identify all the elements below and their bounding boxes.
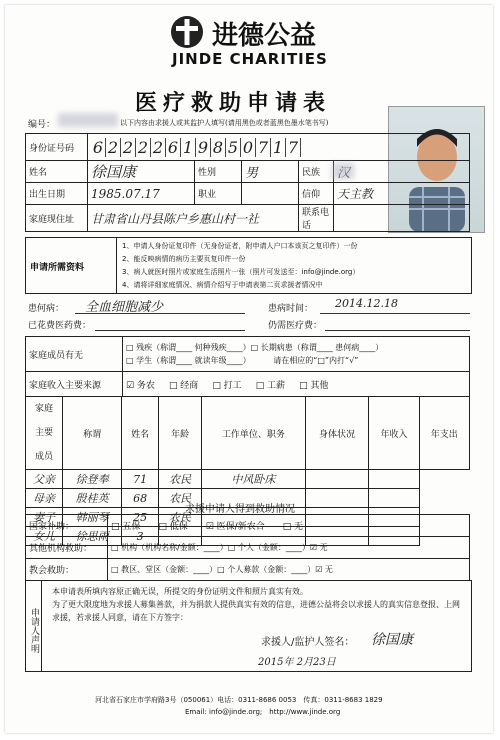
gender-value: 男 bbox=[242, 161, 299, 183]
materials-block bbox=[25, 237, 472, 294]
address-value: 甘肃省山丹县陈户乡惠山村一社 bbox=[88, 205, 299, 232]
family-cell: 农民 bbox=[159, 489, 202, 508]
id-digit: 1 bbox=[181, 138, 196, 157]
income-option: ☑ 务农 bbox=[126, 380, 155, 391]
id-digit: 0 bbox=[241, 138, 256, 157]
declaration-line-1: 本申请表所填内容原正确无误，所提交的身份证明文件和照片真实有效。 bbox=[52, 587, 308, 596]
id-number-field bbox=[88, 134, 470, 161]
sign-label: 求援人/监护人签名： bbox=[261, 637, 355, 648]
family-cell: 韩丽琴 bbox=[63, 508, 122, 527]
family-cell bbox=[305, 470, 369, 489]
ethnicity-redacted bbox=[332, 163, 354, 179]
family-row bbox=[26, 470, 470, 489]
org-name-cn: 进德公益 bbox=[212, 21, 317, 51]
owed-label: 仍需医疗费： bbox=[268, 321, 323, 331]
family-cell: 农民 bbox=[159, 470, 202, 489]
ethnicity-label: 民族 bbox=[299, 161, 334, 183]
name-value: 徐国康 bbox=[88, 161, 195, 183]
job-label: 职业 bbox=[195, 183, 242, 205]
family-cell: 中风卧床 bbox=[202, 470, 306, 489]
jinde-logo bbox=[170, 15, 335, 70]
family-status-table bbox=[25, 336, 470, 397]
paid-label: 已花费医药费： bbox=[28, 321, 92, 331]
sign-date: 2015年 2月23日 bbox=[258, 657, 336, 668]
family-cell bbox=[369, 470, 419, 489]
family-header: 姓名 bbox=[122, 397, 159, 470]
sick-member-label: 家庭成员有无 bbox=[26, 337, 123, 372]
serial-label: 编号： bbox=[28, 120, 56, 130]
footer-address: 河北省石家庄市学府路3号（050061）电话：0311-8686 0053 传真：0311-8683 1829 bbox=[95, 696, 383, 704]
religion-value: 天主教 bbox=[334, 183, 470, 205]
id-digit: 7 bbox=[256, 138, 271, 157]
family-cell bbox=[369, 489, 419, 508]
sick-options-1: □ 残疾（称谓____ 何种残疾____）□ 长期病患（称谓____ 患何病____） bbox=[126, 343, 384, 352]
family-members-label: 家庭 主要 成员 bbox=[26, 397, 63, 470]
id-digit: 8 bbox=[211, 138, 226, 157]
sign-value: 徐国康 bbox=[371, 632, 413, 648]
id-digit: 7 bbox=[286, 138, 301, 157]
id-digit: 6 bbox=[166, 138, 181, 157]
family-cell: 徐登奉 bbox=[63, 470, 122, 489]
family-header: 年支出 bbox=[419, 397, 469, 470]
other-aid-options: □ 机构（机构名称/金额：____）□ 个人（金额：____）☑ 无 bbox=[108, 537, 470, 559]
family-header: 称谓 bbox=[63, 397, 122, 470]
declaration-block bbox=[25, 580, 472, 672]
church-aid-label: 教会救助： bbox=[26, 559, 108, 581]
income-option: □ 工薪 bbox=[255, 380, 286, 391]
aid-section-title: 求援申请人得到救助情况 bbox=[185, 504, 295, 515]
personal-info-table bbox=[25, 133, 470, 232]
family-cell: 徐思雨 bbox=[63, 527, 122, 546]
sick-note: 请在相应的“□”内打“√” bbox=[273, 356, 359, 365]
materials-item: 2、能反映病情的病历主要页复印件一份 bbox=[122, 255, 246, 263]
family-cell: 68 bbox=[122, 489, 159, 508]
family-cell: 母亲 bbox=[26, 489, 63, 508]
declaration-side-label: 申请人声明 bbox=[26, 581, 42, 671]
family-cell: 妻子 bbox=[26, 508, 63, 527]
id-digit: 2 bbox=[151, 138, 166, 157]
id-digit: 5 bbox=[226, 138, 241, 157]
materials-label: 申请所需资料 bbox=[30, 263, 85, 273]
income-label: 家庭收入主要来源 bbox=[26, 372, 123, 397]
family-cell: 女儿 bbox=[26, 527, 63, 546]
income-option: □ 打工 bbox=[212, 380, 242, 391]
id-digit: 2 bbox=[121, 138, 136, 157]
org-name-en: JINDE CHARITIES bbox=[172, 50, 328, 68]
family-header: 工作单位、职务 bbox=[202, 397, 306, 470]
state-aid-label: 国家补助： bbox=[26, 515, 108, 537]
form-title: 医疗救助申请表 bbox=[135, 90, 332, 116]
id-digit: 1 bbox=[271, 138, 286, 157]
church-aid-options: □ 教区、堂区（金额：____）□ 个人募款（金额：____）☑ 无 bbox=[108, 559, 470, 581]
aid-table bbox=[25, 514, 470, 581]
birth-label: 出生日期 bbox=[26, 183, 88, 205]
id-label: 身份证号码 bbox=[26, 134, 88, 161]
address-label: 家庭现住址 bbox=[26, 205, 88, 232]
family-cell bbox=[305, 489, 369, 508]
disease-time-value: 2014.12.18 bbox=[335, 297, 398, 310]
religion-label: 信仰 bbox=[299, 183, 334, 205]
id-digit: 6 bbox=[91, 138, 106, 157]
disease-label: 患何病： bbox=[28, 304, 65, 314]
contact-label: 联系电话 bbox=[299, 205, 334, 232]
materials-item: 1、申请人身份证复印件（无身份证者，附申请人户口本该页之复印件）一份 bbox=[122, 242, 358, 250]
family-cell: 3 bbox=[122, 527, 159, 546]
id-digit: 9 bbox=[196, 138, 211, 157]
footer-contact: Email: info@jinde.org; http://www.jinde.org bbox=[185, 708, 341, 716]
materials-item: 4、请将详细家庭情况、病情介绍写于申请表第二页求援者情况中 bbox=[122, 281, 323, 289]
family-cell: 25 bbox=[122, 508, 159, 527]
family-header: 年收入 bbox=[369, 397, 419, 470]
other-aid-label: 其他机构救助： bbox=[26, 537, 108, 559]
declaration-line-2: 为了更大限度地为求援人募集善款，并为捐款人提供真实有效的信息，进德公益将会以求援人的真实信息登报、上网求援，若求援人同意，请在下方签字： bbox=[52, 600, 460, 622]
income-option: □ 其他 bbox=[299, 380, 329, 391]
id-digit: 2 bbox=[106, 138, 121, 157]
materials-item: 3、病人就医时照片或家庭生活照片一张（照片可发送至：info@jinde.org） bbox=[122, 268, 360, 276]
gender-label: 性别 bbox=[195, 161, 242, 183]
family-cell: 父亲 bbox=[26, 470, 63, 489]
family-cell: 71 bbox=[122, 470, 159, 489]
cross-logo-icon bbox=[170, 15, 204, 49]
disease-time-label: 患病时间： bbox=[268, 304, 314, 314]
family-cell: 殷桂英 bbox=[63, 489, 122, 508]
state-aid-options: □ 五保 □ 低保 ☑ 医保/新农合 □ 无 bbox=[108, 515, 470, 537]
birth-value: 1985.07.17 bbox=[88, 183, 195, 205]
fill-instruction: 以下内容由求援人或其监护人填写(请用黑色或者蓝黑色墨水笔书写) bbox=[120, 119, 329, 127]
family-cell: 农民 bbox=[159, 508, 202, 527]
family-header: 身体状况 bbox=[305, 397, 369, 470]
family-header: 年龄 bbox=[159, 397, 202, 470]
name-label: 姓名 bbox=[26, 161, 88, 183]
disease-value: 全血细胞减少 bbox=[85, 300, 164, 315]
id-digit: 2 bbox=[136, 138, 151, 157]
income-option: □ 经商 bbox=[168, 380, 199, 391]
sick-options-2: □ 学生（称谓____ 就读年级____） bbox=[126, 356, 251, 365]
serial-number-redacted bbox=[58, 113, 118, 127]
